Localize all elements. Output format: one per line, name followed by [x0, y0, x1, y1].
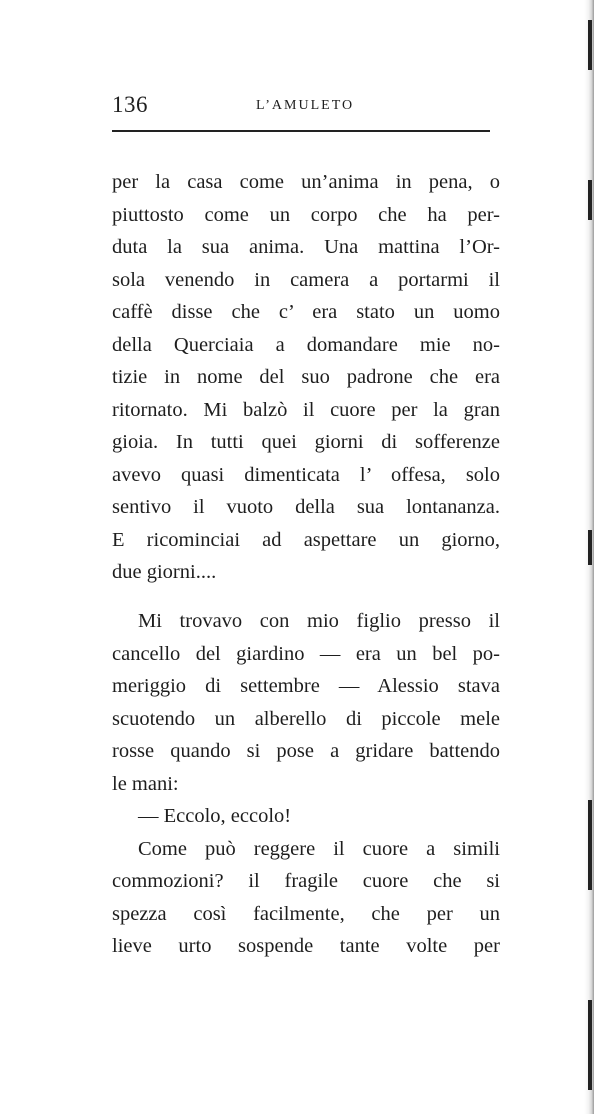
text-line: della Querciaia a domandare mie no-	[112, 333, 500, 356]
text-line: Come può reggere il cuore a simili	[138, 837, 500, 860]
page-edge	[584, 0, 594, 1114]
paragraph-2	[112, 605, 500, 963]
text-line: avevo quasi dimenticata l’ offesa, solo	[112, 463, 500, 486]
page-number: 136	[112, 92, 148, 117]
text-line: caffè disse che c’ era stato un uomo	[112, 301, 500, 323]
text-line: ritornato. Mi balzò il cuore per la gran	[112, 398, 500, 421]
text-line: meriggio di settembre — Alessio stava	[112, 675, 500, 697]
text-line: sentivo il vuoto della sua lontananza.	[112, 496, 500, 518]
text-line: rosse quando si pose a gridare battendo	[112, 740, 500, 762]
text-line: tizie in nome del suo padrone che era	[112, 366, 500, 388]
edge-mark	[588, 530, 592, 565]
text-line: sola venendo in camera a portarmi il	[112, 268, 500, 291]
running-title: L’AMULETO	[256, 98, 355, 113]
text-line: scuotendo un alberello di piccole mele	[112, 707, 500, 730]
text-line: le mani:	[112, 772, 179, 795]
edge-mark	[588, 1000, 592, 1090]
page-header	[112, 92, 490, 122]
text-line: spezza così facilmente, che per un	[112, 902, 500, 925]
dialogue-line: — Eccolo, eccolo!	[138, 805, 292, 827]
text-line: cancello del giardino — era un bel po-	[112, 642, 500, 665]
text-line: lieve urto sospende tante volte per	[112, 935, 500, 957]
text-line: E ricominciai ad aspettare un giorno,	[112, 528, 500, 551]
text-line: Mi trovavo con mio figlio presso il	[138, 610, 500, 632]
edge-mark	[588, 180, 592, 220]
text-line: duta la sua anima. Una mattina l’Or-	[112, 236, 500, 258]
text-line: due giorni....	[112, 561, 217, 583]
edge-mark	[588, 20, 592, 70]
paragraph-1	[112, 166, 500, 589]
header-rule	[112, 130, 490, 132]
text-line: gioia. In tutti quei giorni di sofferenze	[112, 431, 500, 453]
text-line: piuttosto come un corpo che ha per-	[112, 203, 500, 226]
text-line: per la casa come un’anima in pena, o	[112, 171, 500, 193]
text-line: commozioni? il fragile cuore che si	[112, 870, 500, 892]
edge-mark	[588, 800, 592, 890]
